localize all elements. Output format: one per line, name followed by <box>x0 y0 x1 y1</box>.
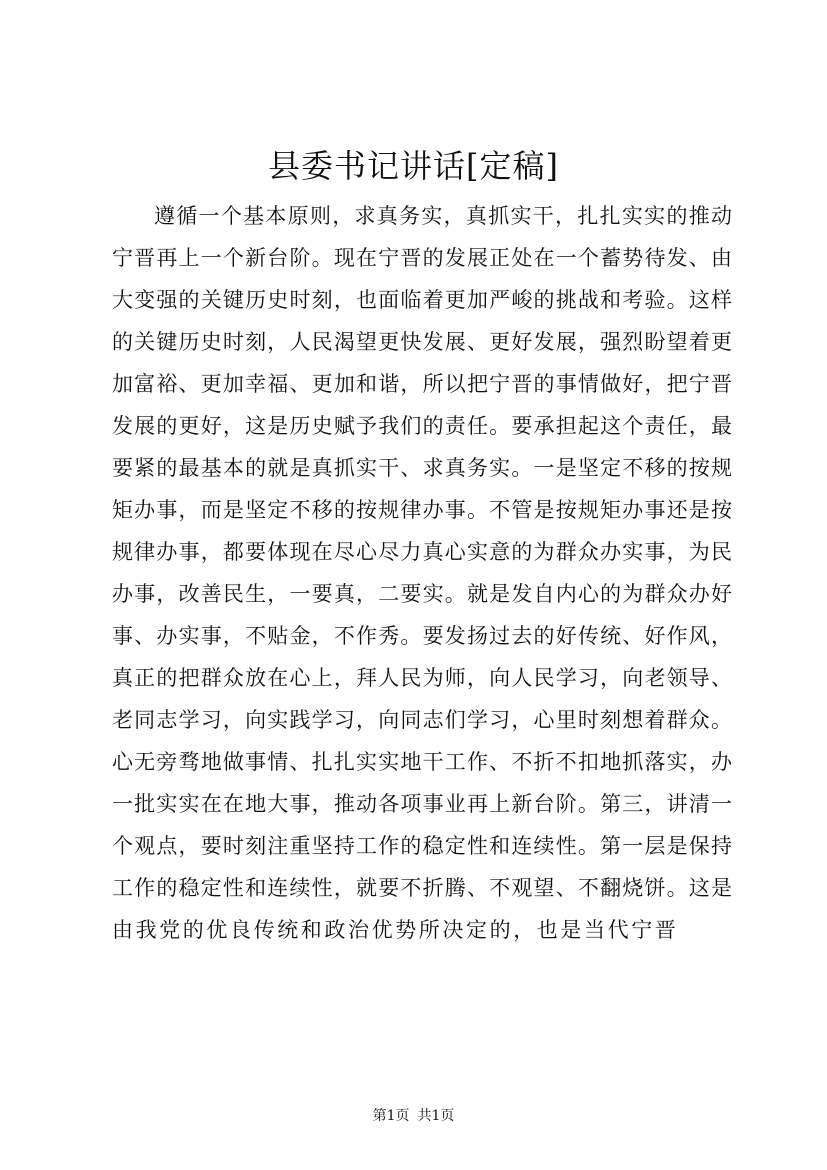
page-footer <box>0 1106 827 1126</box>
body-line: 真正的把群众放在心上，拜人民为师，向人民学习，向老领导、 <box>112 666 732 690</box>
body-line: 事、办实事，不贴金，不作秀。要发扬过去的好传统、好作风， <box>112 624 732 648</box>
body-line: 矩办事，而是坚定不移的按规律办事。不管是按规矩办事还是按 <box>112 498 732 522</box>
document-body <box>112 195 732 951</box>
page-title: 县委书记讲话[定稿] <box>268 147 559 185</box>
body-line: 规律办事，都要体现在尽心尽力真心实意的为群众办实事，为民 <box>112 540 732 564</box>
body-line: 的关键历史时刻，人民渴望更快发展、更好发展，强烈盼望着更 <box>112 330 732 354</box>
body-line: 办事，改善民生，一要真，二要实。就是发自内心的为群众办好 <box>112 582 732 606</box>
page-total: 共1页 <box>417 1108 455 1124</box>
body-line: 心无旁骛地做事情、扎扎实实地干工作、不折不扣地抓落实，办 <box>112 750 732 774</box>
page-number: 第1页 <box>372 1108 410 1124</box>
body-line: 老同志学习，向实践学习，向同志们学习，心里时刻想着群众。 <box>112 708 732 732</box>
body-line: 宁晋再上一个新台阶。现在宁晋的发展正处在一个蓄势待发、由 <box>112 246 732 270</box>
body-line: 遵循一个基本原则，求真务实，真抓实干，扎扎实实的推动 <box>154 204 732 228</box>
body-line: 加富裕、更加幸福、更加和谐，所以把宁晋的事情做好，把宁晋 <box>112 372 732 396</box>
body-line: 由我党的优良传统和政治优势所决定的，也是当代宁晋 <box>112 918 679 942</box>
body-line: 工作的稳定性和连续性，就要不折腾、不观望、不翻烧饼。这是 <box>112 876 732 900</box>
body-line: 个观点，要时刻注重坚持工作的稳定性和连续性。第一层是保持 <box>112 834 732 858</box>
body-line: 大变强的关键历史时刻，也面临着更加严峻的挑战和考验。这样 <box>112 288 732 312</box>
body-line: 发展的更好，这是历史赋予我们的责任。要承担起这个责任，最 <box>112 414 732 438</box>
body-line: 一批实实在在地大事，推动各项事业再上新台阶。第三，讲清一 <box>112 792 732 816</box>
body-line: 要紧的最基本的就是真抓实干、求真务实。一是坚定不移的按规 <box>112 456 732 480</box>
